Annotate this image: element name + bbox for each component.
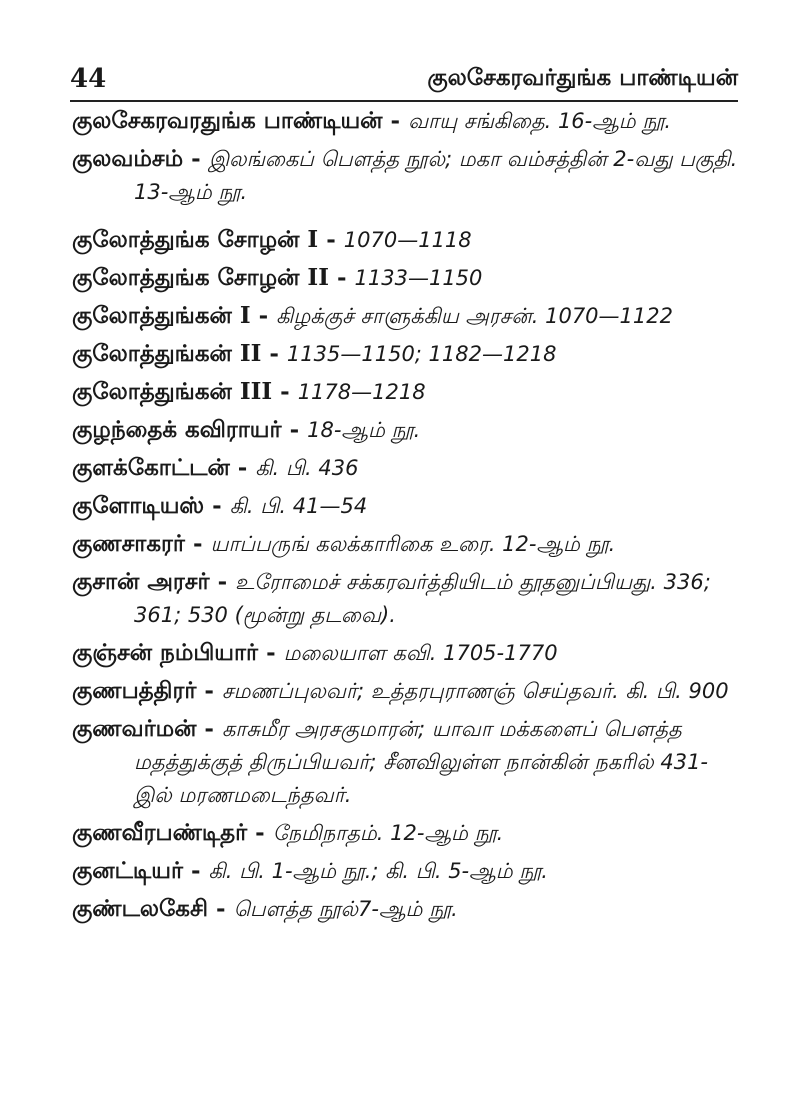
entry-description: கி. பி. 41—54 [229, 494, 368, 518]
entry-head: குணசாகரர் [72, 530, 185, 557]
entry-head: குசான் அரசர் [72, 568, 210, 595]
entry-description: கி. பி. 1-ஆம் நூ.; கி. பி. 5-ஆம் நூ. [208, 859, 548, 883]
entry-item [72, 636, 738, 670]
entry-description: கி. பி. 436 [255, 456, 359, 480]
entry-head: குலோத்துங்கன் II [72, 340, 262, 367]
entry-separator: - [318, 226, 344, 253]
entry-head: குலோத்துங்கன் I [72, 302, 251, 329]
entry-head: குஞ்சன் நம்பியார் [72, 639, 259, 666]
entry-description: சமணப்புலவர்; உத்தரபுராணஞ் செய்தவர். கி. பி. 900 [221, 679, 729, 703]
entry-description: உரோமைச் சக்கரவர்த்தியிடம் தூதனுப்பியது. 336; 361; 530 (மூன்று தடவை). [134, 570, 711, 627]
entry-separator: - [209, 568, 236, 595]
entry-description: 18-ஆம் நூ. [307, 418, 421, 442]
entry-item [72, 451, 738, 485]
entry-head: குலவம்சம் [72, 145, 184, 172]
entry-head: குலசேகரவரதுங்க பாண்டியன் [72, 107, 383, 134]
entry-item [72, 712, 738, 812]
entry-item [72, 375, 738, 409]
entry-description: வாயு சங்கிதை. 16-ஆம் நூ. [408, 109, 672, 133]
entry-head: குணவர்மன் [72, 715, 197, 742]
entry-separator: - [208, 895, 234, 922]
entry-separator: - [328, 264, 355, 291]
entry-description: 1178—1218 [297, 380, 426, 404]
entry-head: குணவீரபண்டிதர் [72, 819, 248, 846]
entry-description: கிழக்குச் சாளுக்கிய அரசன். 1070—1122 [276, 304, 673, 328]
entry-head: குழந்தைக் கவிராயர் [72, 416, 282, 443]
entry-separator: - [258, 639, 284, 666]
entry-separator: - [182, 857, 209, 884]
entry-item [72, 674, 738, 708]
entry-separator: - [204, 492, 230, 519]
entry-item [72, 299, 738, 333]
entry-head: குனட்டியர் [72, 857, 183, 884]
entry-item [72, 816, 738, 850]
entry-head: குளோடியஸ் [72, 492, 205, 519]
entry-description: 1070—1118 [343, 228, 472, 252]
entry-separator: - [183, 145, 209, 172]
entry-item [72, 337, 738, 371]
entry-separator: - [382, 107, 409, 134]
entry-head: குண்டலகேசி [72, 895, 209, 922]
entry-item [72, 142, 738, 209]
entry-description: இலங்கைப் பௌத்த நூல்; மகா வம்சத்தின் 2-வது பகுதி. 13-ஆம் நூ. [134, 147, 738, 204]
entry-description: 1135—1150; 1182—1218 [286, 342, 557, 366]
entry-separator: - [281, 416, 308, 443]
entry-separator: - [250, 302, 277, 329]
entry-description: காசுமீர அரசகுமாரன்; யாவா மக்களைப் பௌத்த மதத்துக்குத் திருப்பியவர்; சீனவிலுள்ள நான்கின் நகரில் 431-இல் மரணமடைந்தவர். [134, 717, 709, 807]
entry-separator: - [229, 454, 256, 481]
entry-description: பௌத்த நூல்7-ஆம் நூ. [233, 897, 458, 921]
entry-item [72, 527, 738, 561]
entry-separator: - [184, 530, 211, 557]
page-header [70, 50, 738, 102]
entry-separator: - [272, 378, 298, 405]
entry-description: மலையாள கவி. 1705-1770 [283, 641, 558, 665]
entry-item [72, 261, 738, 295]
entry-item [72, 565, 738, 632]
entry-head: குலோத்துங்க சோழன் II [72, 264, 329, 291]
entry-description: யாப்பருங் கலக்காரிகை உரை. 12-ஆம் நூ. [210, 532, 616, 556]
entry-separator: - [196, 715, 222, 742]
running-title: குலசேகரவர்துங்க பாண்டியன் [427, 64, 738, 91]
entry-item [72, 892, 738, 926]
entry-head: குளக்கோட்டன் [72, 454, 230, 481]
entry-item [72, 104, 738, 138]
entry-item [72, 489, 738, 523]
entry-list [72, 104, 738, 930]
entry-description: நேமிநாதம். 12-ஆம் நூ. [272, 821, 504, 845]
entry-head: குலோத்துங்கன் III [72, 378, 273, 405]
entry-head: குணபத்திரர் [72, 677, 197, 704]
entry-description: 1133—1150 [354, 266, 483, 290]
entry-separator: - [247, 819, 273, 846]
entry-separator: - [196, 677, 222, 704]
entry-item [72, 223, 738, 257]
entry-separator: - [261, 340, 287, 367]
entry-head: குலோத்துங்க சோழன் I [72, 226, 319, 253]
page-number: 44 [70, 64, 107, 94]
entry-item [72, 413, 738, 447]
entry-item [72, 854, 738, 888]
